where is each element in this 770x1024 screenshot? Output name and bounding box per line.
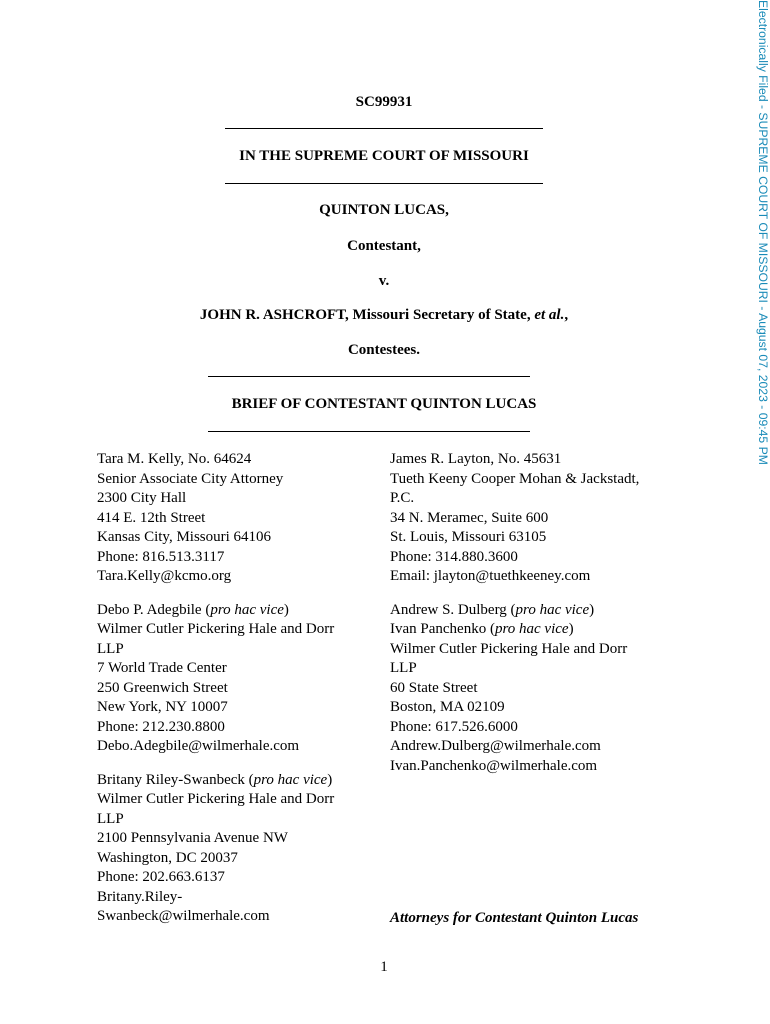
attorney-name bbox=[390, 601, 639, 621]
attorney-email: Debo.Adegbile@wilmerhale.com bbox=[97, 738, 300, 754]
attorney-line: 60 State Street bbox=[390, 679, 478, 696]
contestee-comma: , bbox=[564, 307, 569, 323]
contestee-name bbox=[0, 307, 768, 324]
attorney-name-close: ) bbox=[283, 601, 289, 618]
attorney-block-riley-swanbeck bbox=[97, 771, 334, 927]
attorney-line: LLP bbox=[97, 810, 124, 827]
caption-rule-1 bbox=[225, 128, 543, 129]
attorney-line: Washington, DC 20037 bbox=[97, 849, 238, 866]
caption-rule-3 bbox=[208, 376, 530, 377]
pro-hac-vice: pro hac vice bbox=[253, 771, 328, 788]
pro-hac-vice: pro hac vice bbox=[515, 601, 590, 618]
attorney-name-close: ) bbox=[568, 621, 574, 637]
attorney-line: Tara M. Kelly, No. 64624 bbox=[97, 451, 252, 467]
attorney-line: LLP bbox=[97, 640, 124, 657]
caption-rule-4 bbox=[208, 431, 530, 432]
attorney-name-text: Ivan Panchenko ( bbox=[390, 621, 495, 637]
attorney-name-close: ) bbox=[589, 601, 595, 618]
pro-hac-vice: pro hac vice bbox=[210, 601, 284, 618]
attorney-email: Email: jlayton@tuethkeeney.com bbox=[390, 568, 591, 584]
attorney-name-text: Andrew S. Dulberg ( bbox=[390, 601, 516, 618]
attorney-line: Phone: 202.663.6137 bbox=[97, 869, 225, 885]
attorney-line: Boston, MA 02109 bbox=[390, 699, 505, 715]
attorney-name bbox=[97, 771, 334, 791]
attorney-line: St. Louis, Missouri 63105 bbox=[390, 529, 547, 545]
attorney-line: Phone: 816.513.3117 bbox=[97, 548, 225, 565]
attorney-line: Phone: 314.880.3600 bbox=[390, 548, 518, 565]
attorney-name bbox=[97, 601, 334, 621]
attorney-line: Senior Associate City Attorney bbox=[97, 470, 284, 487]
filing-stamp: Electronically Filed - SUPREME COURT OF MISSOURI - August 07, 2023 - 09:45 PM bbox=[756, 0, 770, 465]
brief-title: BRIEF OF CONTESTANT QUINTON LUCAS bbox=[231, 396, 537, 412]
attorney-name bbox=[390, 620, 639, 640]
attorneys-right-column bbox=[390, 450, 639, 790]
attorney-email: Britany.Riley- bbox=[97, 888, 183, 905]
attorney-line: 34 N. Meramec, Suite 600 bbox=[390, 509, 549, 526]
attorney-email: Ivan.Panchenko@wilmerhale.com bbox=[390, 757, 598, 774]
attorneys-left-column bbox=[97, 450, 334, 941]
contestees-role: Contestees. bbox=[347, 342, 421, 358]
attorney-email: Tara.Kelly@kcmo.org bbox=[97, 568, 232, 584]
attorney-line: 414 E. 12th Street bbox=[97, 509, 206, 526]
attorney-line: P.C. bbox=[390, 490, 415, 506]
contestee-name-text: JOHN R. ASHCROFT, Missouri Secretary of State, bbox=[199, 307, 535, 323]
attorney-line: James R. Layton, No. 45631 bbox=[390, 451, 562, 467]
attorney-block-adegbile bbox=[97, 601, 334, 757]
attorney-line: Phone: 617.526.6000 bbox=[390, 718, 518, 735]
attorney-block-layton bbox=[390, 450, 639, 587]
contestant-name: QUINTON LUCAS, bbox=[319, 202, 449, 218]
versus: v. bbox=[378, 273, 390, 289]
attorney-line: 7 World Trade Center bbox=[97, 660, 227, 676]
attorney-line: 2300 City Hall bbox=[97, 490, 187, 506]
court-name: IN THE SUPREME COURT OF MISSOURI bbox=[239, 148, 529, 164]
attorney-line: Wilmer Cutler Pickering Hale and Dorr bbox=[97, 791, 335, 807]
attorney-line: Wilmer Cutler Pickering Hale and Dorr bbox=[390, 640, 628, 657]
attorney-block-kelly bbox=[97, 450, 334, 587]
attorneys-for-line: Attorneys for Contestant Quinton Lucas bbox=[390, 910, 639, 926]
contestant-role: Contestant, bbox=[347, 238, 421, 254]
page-number: 1 bbox=[380, 959, 388, 975]
attorney-line: Phone: 212.230.8800 bbox=[97, 718, 225, 735]
attorney-name-text: Britany Riley-Swanbeck ( bbox=[97, 771, 254, 788]
attorney-email: Andrew.Dulberg@wilmerhale.com bbox=[390, 738, 601, 754]
attorney-line: Wilmer Cutler Pickering Hale and Dorr bbox=[97, 621, 335, 637]
case-number: SC99931 bbox=[355, 94, 413, 110]
pro-hac-vice: pro hac vice bbox=[494, 621, 569, 637]
attorney-name-close: ) bbox=[327, 771, 333, 788]
attorney-line: LLP bbox=[390, 660, 417, 676]
attorney-name-text: Debo P. Adegbile ( bbox=[97, 601, 211, 618]
attorney-line: New York, NY 10007 bbox=[97, 699, 228, 715]
attorney-email: Swanbeck@wilmerhale.com bbox=[97, 908, 270, 924]
attorney-line: Kansas City, Missouri 64106 bbox=[97, 529, 272, 545]
contestee-etal: et al. bbox=[534, 307, 565, 323]
attorney-line: 250 Greenwich Street bbox=[97, 679, 228, 696]
attorney-block-dulberg-panchenko bbox=[390, 601, 639, 777]
attorney-line: Tueth Keeny Cooper Mohan & Jackstadt, bbox=[390, 470, 640, 487]
caption-rule-2 bbox=[225, 183, 543, 184]
attorney-line: 2100 Pennsylvania Avenue NW bbox=[97, 830, 288, 846]
